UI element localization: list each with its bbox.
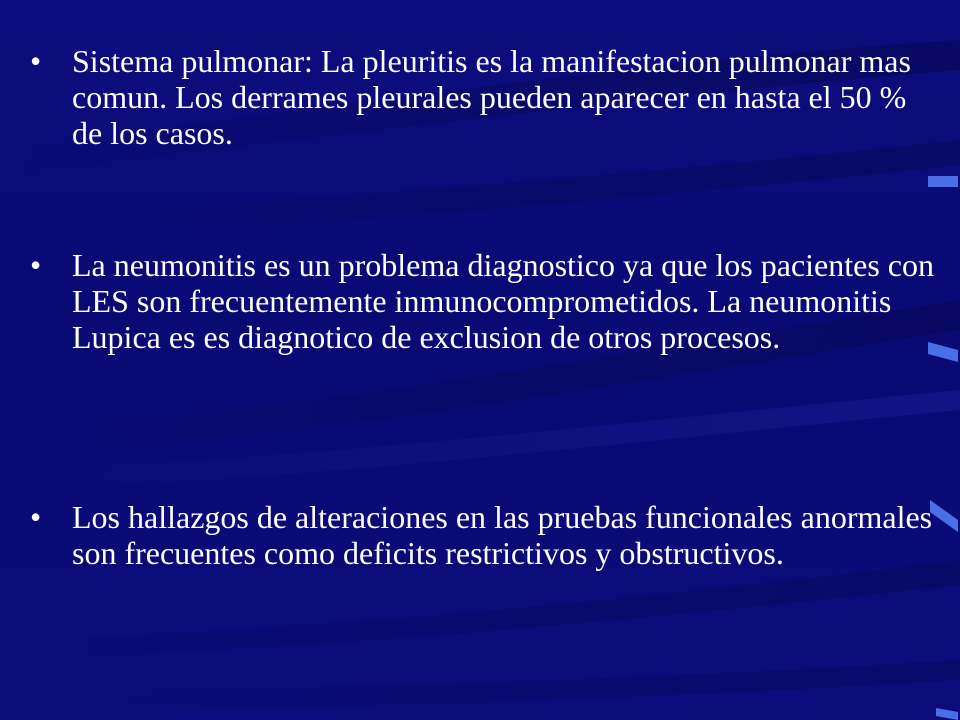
streak-6 — [0, 660, 960, 710]
bullet-glyph: • — [30, 247, 42, 283]
accent-dash-4 — [936, 708, 958, 720]
bullet-item-neumonitis — [30, 247, 940, 355]
bullet-item-pruebas-funcionales — [30, 499, 940, 571]
accent-dash-1 — [928, 176, 958, 187]
bullet-glyph: • — [30, 43, 42, 79]
bullet-glyph: • — [30, 499, 42, 535]
streak-5 — [0, 560, 960, 660]
bullet-text: La neumonitis es un problema diagnostico ya que los pacientes con LES son frecuentemente inmunocomprometidos. La neumonitis Lupica es es diagnotico de exclusion de otros procesos. — [72, 247, 934, 355]
bullet-text: Sistema pulmonar: La pleuritis es la manifestacion pulmonar mas comun. Los derrames pleurales pueden aparecer en hasta el 50 % de los casos. — [72, 43, 911, 151]
bullet-text: Los hallazgos de alteraciones en las pruebas funcionales anormales son frecuentes como deficits restrictivos y obstructivos. — [72, 499, 933, 571]
bullet-item-pleuritis — [30, 43, 940, 151]
